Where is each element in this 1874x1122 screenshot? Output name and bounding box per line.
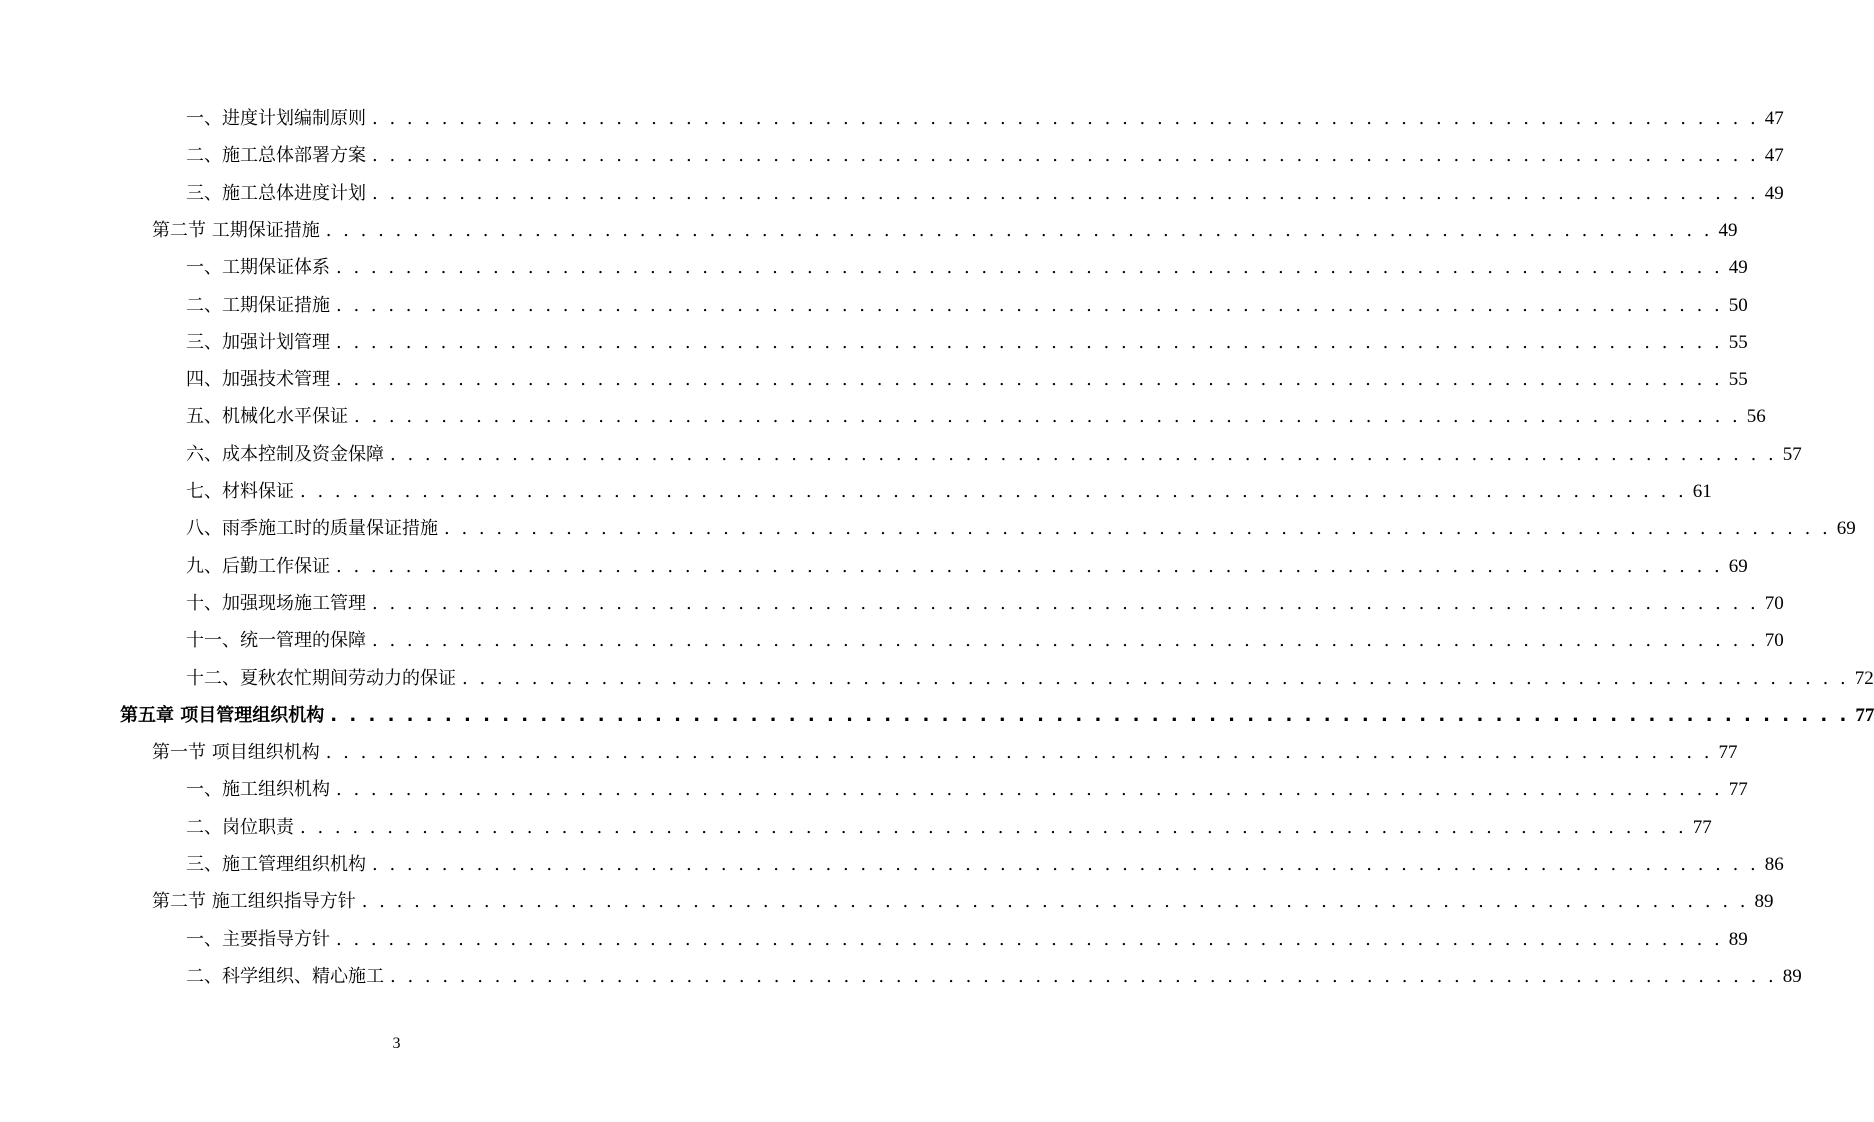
toc-entry-label: 一、主要指导方针: [186, 928, 330, 950]
toc-entry-page: 47: [1764, 108, 1784, 129]
toc-entry[interactable]: [186, 775, 1748, 805]
toc-entry-label: 十一、统一管理的保障: [186, 630, 366, 652]
toc-entry[interactable]: [186, 514, 1856, 544]
toc-entry-label: 九、后勤工作保证: [186, 555, 330, 577]
toc-entry-page: 49: [1718, 219, 1738, 241]
toc-entry-label: 十二、夏秋农忙期间劳动力的保证: [186, 667, 456, 689]
toc-dot-leader: . . . . . . . . . . . . . . . . . . . . . . . . . . . . . . . . . . . . . . . . . . . . . . . . . . . . . . . . . . . . . . . . . . . . . . . . . . . . . . . .: [372, 630, 1759, 652]
toc-entry-label: 八、雨季施工时的质量保证措施: [186, 518, 438, 540]
toc-entry-label: 二、工期保证措施: [186, 294, 330, 316]
toc-entry-page: 61: [1692, 481, 1712, 502]
toc-entry-label: 第二节 工期保证措施: [152, 219, 320, 241]
toc-entry[interactable]: [186, 925, 1748, 955]
toc-entry[interactable]: [186, 477, 1712, 507]
toc-entry-page: 77: [1728, 779, 1748, 801]
toc-entry-label: 七、材料保证: [186, 481, 294, 502]
toc-entry[interactable]: [186, 291, 1748, 321]
toc-entry-label: 二、岗位职责: [186, 816, 294, 838]
toc-entry-label: 四、加强技术管理: [186, 369, 330, 391]
toc-entry-page: 49: [1764, 182, 1784, 204]
toc-dot-leader: . . . . . . . . . . . . . . . . . . . . . . . . . . . . . . . . . . . . . . . . . . . . . . . . . . . . . . . . . . . . . . . . . . . . . . . . . . . . . . . .: [372, 145, 1759, 167]
toc-entry[interactable]: [186, 141, 1784, 171]
toc-entry-label: 第一节 项目组织机构: [152, 742, 320, 764]
toc-entry-page: 49: [1728, 257, 1748, 279]
toc-entry-page: 70: [1764, 630, 1784, 652]
toc-dot-leader: . . . . . . . . . . . . . . . . . . . . . . . . . . . . . . . . . . . . . . . . . . . . . . . . . . . . . . . . . . . . . . . . . . . . . . . . . . . . . . . .: [336, 257, 1723, 279]
toc-entry[interactable]: [186, 589, 1784, 619]
toc-dot-leader: . . . . . . . . . . . . . . . . . . . . . . . . . . . . . . . . . . . . . . . . . . . . . . . . . . . . . . . . . . . . . . . . . . . . . . . . . . . . . . . .: [336, 779, 1723, 801]
toc-entry[interactable]: [186, 365, 1748, 395]
toc-entry-label: 二、科学组织、精心施工: [186, 965, 384, 987]
toc-entry-label: 五、机械化水平保证: [186, 406, 348, 428]
toc-entry-page: 69: [1728, 555, 1748, 577]
toc-dot-leader: . . . . . . . . . . . . . . . . . . . . . . . . . . . . . . . . . . . . . . . . . . . . . . . . . . . . . . . . . . . . . . . . . . . . . . . . . . . . . . . .: [336, 331, 1723, 353]
toc-entry-page: 77: [1692, 816, 1712, 838]
toc-entry[interactable]: [120, 701, 1874, 731]
toc-entry-page: 50: [1728, 294, 1748, 316]
toc-dot-leader: . . . . . . . . . . . . . . . . . . . . . . . . . . . . . . . . . . . . . . . . . . . . . . . . . . . . . . . . . . . . . . . . . . . . . . . . . . . . . . . .: [336, 928, 1723, 950]
toc-dot-leader: . . . . . . . . . . . . . . . . . . . . . . . . . . . . . . . . . . . . . . . . . . . . . . . . . . . . . . . . . . . . . . . . . . . . . . . . . . . . . . . .: [300, 481, 1687, 502]
toc-entry[interactable]: [186, 664, 1874, 694]
toc-entry-label: 第五章 项目管理组织机构: [120, 704, 325, 726]
toc-dot-leader: . . . . . . . . . . . . . . . . . . . . . . . . . . . . . . . . . . . . . . . . . . . . . . . . . . . . . . . . . . . . . . . . . . . . . . . . . . . . . . . .: [336, 555, 1723, 577]
toc-entry-page: 77: [1718, 742, 1738, 764]
toc-entry[interactable]: [186, 253, 1748, 283]
toc-entry[interactable]: [152, 216, 1738, 246]
toc-entry-page: 77: [1855, 704, 1874, 726]
toc-entry-label: 三、施工管理组织机构: [186, 854, 366, 875]
toc-dot-leader: . . . . . . . . . . . . . . . . . . . . . . . . . . . . . . . . . . . . . . . . . . . . . . . . . . . . . . . . . . . . . . . . . . . . . . . . . . . . . . . .: [325, 219, 1713, 241]
toc-entry-page: 86: [1764, 854, 1784, 875]
toc-entry[interactable]: [186, 179, 1784, 209]
toc-entry[interactable]: [186, 104, 1784, 134]
toc-entry[interactable]: [186, 850, 1784, 880]
toc-dot-leader: . . . . . . . . . . . . . . . . . . . . . . . . . . . . . . . . . . . . . . . . . . . . . . . . . . . . . . . . . . . . . . . . . . . . . . . . . . . . . . . .: [372, 182, 1759, 204]
toc-entry-label: 三、施工总体进度计划: [186, 182, 366, 204]
toc-dot-leader: . . . . . . . . . . . . . . . . . . . . . . . . . . . . . . . . . . . . . . . . . . . . . . . . . . . . . . . . . . . . . . . . . . . . . . . . . . . . . . . .: [390, 443, 1777, 465]
toc-entry-page: 47: [1764, 145, 1784, 167]
toc-entry[interactable]: [152, 738, 1738, 768]
toc-entry-page: 56: [1746, 406, 1766, 428]
toc-dot-leader: . . . . . . . . . . . . . . . . . . . . . . . . . . . . . . . . . . . . . . . . . . . . . . . . . . . . . . . . . . . . . . . . . . . . . . . . . . . . . . . .: [444, 518, 1831, 540]
toc-entry-label: 第二节 施工组织指导方针: [152, 891, 356, 913]
toc-entry-page: 55: [1728, 331, 1748, 353]
toc-dot-leader: . . . . . . . . . . . . . . . . . . . . . . . . . . . . . . . . . . . . . . . . . . . . . . . . . . . . . . . . . . . . . . . . . . . . . . . . . . . . . . . .: [300, 816, 1687, 838]
toc-dot-leader: . . . . . . . . . . . . . . . . . . . . . . . . . . . . . . . . . . . . . . . . . . . . . . . . . . . . . . . . . . . . . . . . . . . . . . . . . . . . . . . .: [330, 704, 1850, 726]
toc-entry-page: 55: [1728, 369, 1748, 391]
toc-entry-page: 89: [1754, 891, 1774, 913]
toc-entry-page: 69: [1836, 518, 1856, 540]
toc-entry-label: 十、加强现场施工管理: [186, 592, 366, 614]
toc-entry-label: 一、施工组织机构: [186, 779, 330, 801]
toc-dot-leader: . . . . . . . . . . . . . . . . . . . . . . . . . . . . . . . . . . . . . . . . . . . . . . . . . . . . . . . . . . . . . . . . . . . . . . . . . . . . . . . .: [372, 592, 1759, 614]
toc-dot-leader: . . . . . . . . . . . . . . . . . . . . . . . . . . . . . . . . . . . . . . . . . . . . . . . . . . . . . . . . . . . . . . . . . . . . . . . . . . . . . . . .: [361, 891, 1749, 913]
toc-entry[interactable]: [186, 440, 1802, 470]
toc-dot-leader: . . . . . . . . . . . . . . . . . . . . . . . . . . . . . . . . . . . . . . . . . . . . . . . . . . . . . . . . . . . . . . . . . . . . . . . . . . . . . . . .: [390, 965, 1777, 987]
toc-dot-leader: . . . . . . . . . . . . . . . . . . . . . . . . . . . . . . . . . . . . . . . . . . . . . . . . . . . . . . . . . . . . . . . . . . . . . . . . . . . . . . . .: [336, 294, 1723, 316]
toc-entry[interactable]: [186, 552, 1748, 582]
page-number: 3: [392, 1035, 401, 1052]
toc-entry-page: 57: [1782, 443, 1802, 465]
toc-entry-label: 三、加强计划管理: [186, 331, 330, 353]
toc-entry-label: 一、工期保证体系: [186, 257, 330, 279]
toc-entry[interactable]: [152, 887, 1774, 917]
toc-entry[interactable]: [186, 813, 1712, 843]
toc-entry-page: 89: [1782, 965, 1802, 987]
toc-entry-label: 二、施工总体部署方案: [186, 145, 366, 167]
toc-entry-page: 89: [1728, 928, 1748, 950]
toc-entry-label: 一、进度计划编制原则: [186, 108, 366, 129]
toc-entry-page: 72: [1854, 667, 1874, 689]
toc-entry[interactable]: [186, 328, 1748, 358]
toc-dot-leader: . . . . . . . . . . . . . . . . . . . . . . . . . . . . . . . . . . . . . . . . . . . . . . . . . . . . . . . . . . . . . . . . . . . . . . . . . . . . . . . .: [372, 108, 1759, 129]
toc-dot-leader: . . . . . . . . . . . . . . . . . . . . . . . . . . . . . . . . . . . . . . . . . . . . . . . . . . . . . . . . . . . . . . . . . . . . . . . . . . . . . . . .: [462, 667, 1849, 689]
toc-entry-page: 70: [1764, 592, 1784, 614]
toc-entry-label: 六、成本控制及资金保障: [186, 443, 384, 465]
toc-dot-leader: . . . . . . . . . . . . . . . . . . . . . . . . . . . . . . . . . . . . . . . . . . . . . . . . . . . . . . . . . . . . . . . . . . . . . . . . . . . . . . . .: [372, 854, 1759, 875]
toc-dot-leader: . . . . . . . . . . . . . . . . . . . . . . . . . . . . . . . . . . . . . . . . . . . . . . . . . . . . . . . . . . . . . . . . . . . . . . . . . . . . . . . .: [325, 742, 1713, 764]
toc-dot-leader: . . . . . . . . . . . . . . . . . . . . . . . . . . . . . . . . . . . . . . . . . . . . . . . . . . . . . . . . . . . . . . . . . . . . . . . . . . . . . . . .: [336, 369, 1723, 391]
toc-entry[interactable]: [186, 402, 1766, 432]
toc-dot-leader: . . . . . . . . . . . . . . . . . . . . . . . . . . . . . . . . . . . . . . . . . . . . . . . . . . . . . . . . . . . . . . . . . . . . . . . . . . . . . . . .: [354, 406, 1741, 428]
toc-entry[interactable]: [186, 626, 1784, 656]
toc-entry[interactable]: [186, 962, 1802, 992]
